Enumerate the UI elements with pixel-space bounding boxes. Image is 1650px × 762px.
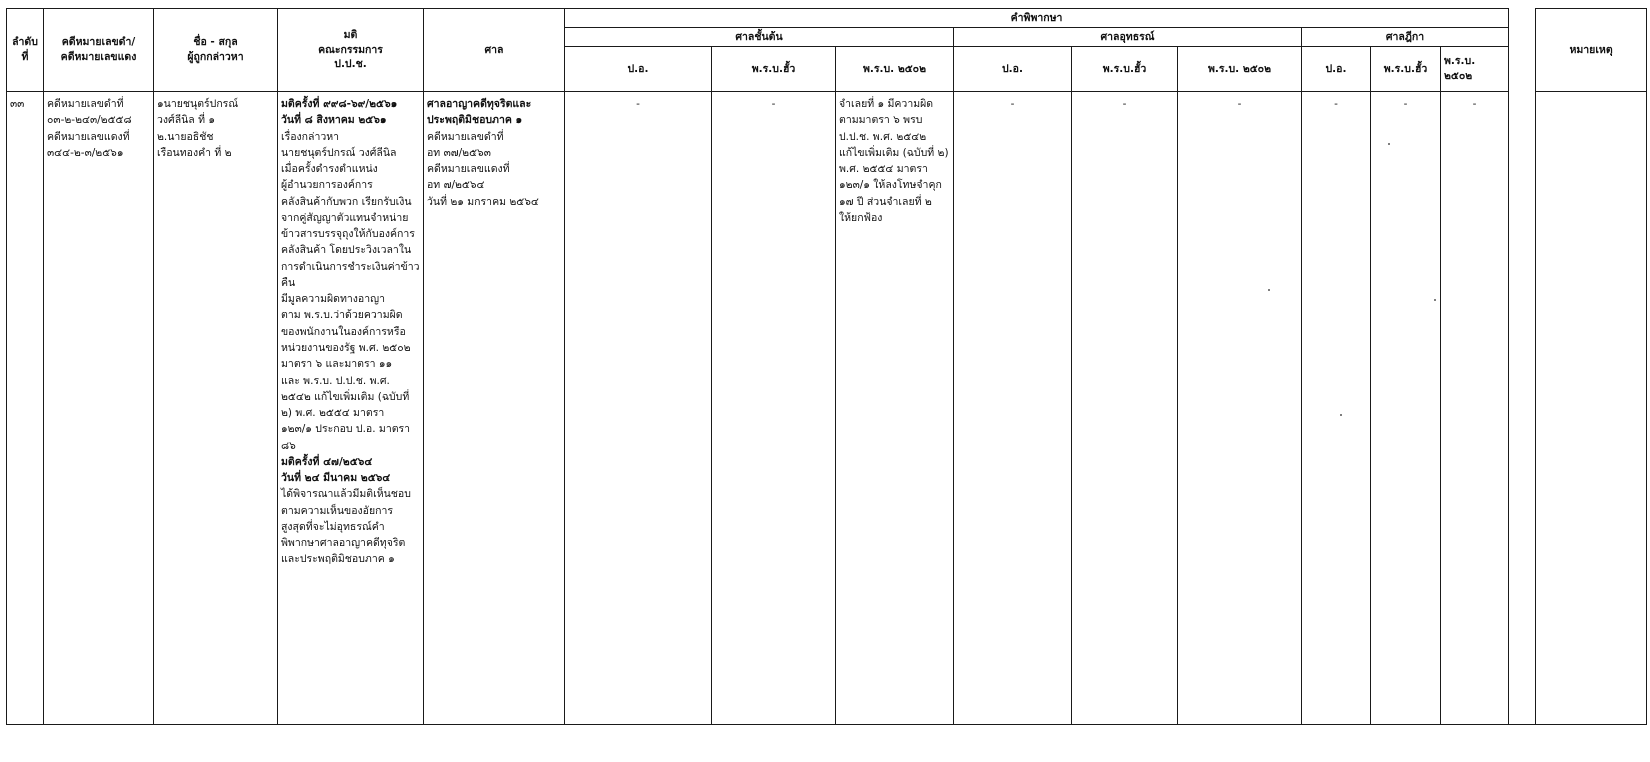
case-no-line: ๐๓-๒-๒๔๓/๒๕๕๘ [47,114,132,127]
resolution-line: ได้พิจารณาแล้วมีมติเห็นชอบ [281,488,411,501]
cell-appeal-prb-2502 [1178,92,1302,725]
first-prb-old-value: - [771,98,776,110]
header-name [154,9,278,92]
resolution-line: และประพฤติมิชอบภาค ๑ [281,553,395,566]
resolution-line: ตาม พ.ร.บ.ว่าด้วยความผิด [281,309,403,322]
cell-supreme-prb-2502 [1441,92,1509,725]
cell-supreme-prb-old [1371,92,1441,725]
header-first-instance-text: ศาลชั้นต้น [735,30,783,43]
court-line: ศาลอาญาคดีทุจริตและ [427,98,532,110]
cell-spacer [1509,92,1536,725]
header-remarks-text: หมายเหตุ [1569,43,1613,56]
resolution-line: ๘๖ [281,439,296,452]
header-first-instance [565,28,954,47]
court-line: อท ๓๗/๒๕๖๓ [427,146,491,159]
resolution-line: หน่วยงานของรัฐ พ.ศ. ๒๕๐๒ [281,341,411,354]
resolution-line: วันที่ ๘ สิงหาคม ๒๕๖๑ [281,114,387,127]
resolution-line: การดำเนินการชำระเงินค่าข้าว [281,260,420,273]
appeal-prb-2502-value: - [1237,98,1242,110]
first-verdict-line: ๑๒๓/๑ ให้ลงโทษจำคุก [839,179,942,192]
header-order-text: ลำดับ ที่ [12,36,38,63]
resolution-line: ตามความเห็นของอัยการ [281,504,394,517]
case-no-line: คดีหมายเลขแดงที่ [47,130,130,143]
header-first-prb-2502-text: พ.ร.บ. ๒๕๐๒ [862,62,927,75]
cell-order [7,92,44,725]
cell-case-no [44,92,154,725]
resolution-line: ผู้อำนวยการองค์การ [281,179,373,192]
resolution-line: ๒) พ.ศ. ๒๕๕๔ มาตรา [281,407,385,420]
resolution-line: มีมูลความผิดทางอาญา [281,293,385,306]
first-verdict-line: พ.ศ. ๒๕๕๔ มาตรา [839,163,928,176]
name-line: ๑นายชนุตร์ปกรณ์ [157,98,239,110]
cell-appeal-po [954,92,1072,725]
resolution-line: จากคู่สัญญาตัวแทนจำหน่าย [281,211,409,224]
resolution-line: และ พ.ร.บ. ป.ป.ช. พ.ศ. [281,374,390,387]
cell-appeal-prb-old [1072,92,1178,725]
name-line: เรือนทองคำ ที่ ๒ [157,146,232,159]
header-first-prb-old-text: พ.ร.บ.ฮั้ว [751,62,796,75]
first-verdict-line: ป.ป.ช. พ.ศ. ๒๕๔๒ [839,130,927,143]
header-resolution [278,9,424,92]
resolution-line: ๒๕๔๒ แก้ไขเพิ่มเติม (ฉบับที่ [281,390,410,403]
resolution-line: มติครั้งที่ ๙๙๘-๖๙/๒๕๖๑ [281,98,398,110]
header-appeal [954,28,1302,47]
header-appeal-prb-old [1072,47,1178,92]
first-verdict-line: จำเลยที่ ๑ มีความผิด [839,98,934,110]
header-case-no [44,9,154,92]
header-appeal-prb-2502 [1178,47,1302,92]
first-verdict-line: ตามมาตรา ๖ พรบ [839,114,923,127]
first-po-value: - [636,98,640,110]
cell-name [154,92,278,725]
cell-first-prb-2502 [836,92,954,725]
cell-supreme-po [1302,92,1371,725]
cell-first-po [565,92,712,725]
appeal-po-value: - [1010,98,1015,110]
cell-first-prb-old [712,92,836,725]
scan-speck [1434,299,1436,301]
resolution-line: มติครั้งที่ ๔๗/๒๕๖๔ [281,455,373,468]
header-case-no-text: คดีหมายเลขดำ/ คดีหมายเลขแดง [60,36,137,63]
court-line: คดีหมายเลขดำที่ [427,130,504,143]
resolution-line: มาตรา ๖ และมาตรา ๑๑ [281,358,393,371]
resolution-line: คืน [281,276,296,289]
resolution-line: เรื่องกล่าวหา [281,130,340,143]
header-first-po-text: ป.อ. [627,62,649,75]
header-order [7,9,44,92]
header-remarks [1536,9,1647,92]
case-no-line: คดีหมายเลขดำที่ [47,98,124,110]
first-verdict-line: ให้ยกฟ้อง [839,211,883,224]
header-first-po [565,47,712,92]
header-appeal-prb-old-text: พ.ร.บ.ฮั้ว [1102,62,1147,75]
name-line: วงศ์ลีนิล ที่ ๑ [157,114,215,127]
appeal-prb-old-value: - [1122,98,1127,110]
header-appeal-prb-2502-text: พ.ร.บ. ๒๕๐๒ [1207,62,1272,75]
header-court-text: ศาล [484,43,504,56]
resolution-line: คลังสินค้า โดยประวิงเวลาใน [281,244,412,257]
header-court [424,9,565,92]
cell-resolution [278,92,424,725]
header-appeal-po [954,47,1072,92]
header-supreme [1302,28,1509,47]
header-supreme-prb-old-text: พ.ร.บ.ฮั้ว [1383,62,1428,75]
resolution-line: วันที่ ๒๔ มีนาคม ๒๕๖๔ [281,472,391,485]
header-appeal-po-text: ป.อ. [1002,62,1023,75]
supreme-prb-2502-value: - [1472,98,1477,110]
supreme-po-value: - [1334,98,1338,110]
court-line: ประพฤติมิชอบภาค ๑ [427,114,523,127]
court-line: คดีหมายเลขแดงที่ [427,163,510,176]
cell-court [424,92,565,725]
court-line: อท ๗/๒๕๖๔ [427,179,485,192]
header-name-text: ชื่อ - สกุล ผู้ถูกกล่าวหา [187,36,244,63]
court-judgment-table [6,8,1647,725]
scan-speck [1268,289,1270,291]
header-supreme-po [1302,47,1371,92]
resolution-line: ของพนักงานในองค์การหรือ [281,325,406,338]
header-supreme-prb-2502-text: พ.ร.บ. ๒๕๐๒ [1444,55,1476,82]
header-supreme-text: ศาลฎีกา [1385,30,1425,43]
resolution-line: ๑๒๓/๑ ประกอบ ป.อ. มาตรา [281,423,411,436]
resolution-line: เมื่อครั้งดำรงตำแหน่ง [281,163,378,176]
resolution-line: ข้าวสารบรรจุถุงให้กับองค์การ [281,228,415,241]
header-first-prb-2502 [836,47,954,92]
first-verdict-line: แก้ไขเพิ่มเติม (ฉบับที่ ๒) [839,146,949,159]
scan-speck [1340,414,1342,416]
cell-remarks [1536,92,1647,725]
resolution-line: นายชนุตร์ปกรณ์ วงศ์ลีนิล [281,146,397,159]
name-line: ๒.นายอธิชัช [157,130,214,143]
header-judgment [565,9,1509,28]
header-resolution-text: มติ คณะกรรมการ ป.ป.ช. [318,28,383,71]
order-value: ๓๓ [10,98,25,110]
scan-speck [1388,143,1390,145]
resolution-line: พิพากษาศาลอาญาคดีทุจริต [281,537,406,550]
header-spacer [1509,9,1536,92]
header-first-prb-old [712,47,836,92]
header-supreme-po-text: ป.อ. [1325,62,1347,75]
supreme-prb-old-value: - [1403,98,1408,110]
case-no-line: ๓๔๔-๒-๓/๒๕๖๑ [47,146,124,159]
header-supreme-prb-old [1371,47,1441,92]
header-supreme-prb-2502 [1441,47,1509,92]
court-line: วันที่ ๒๑ มกราคม ๒๕๖๔ [427,195,539,208]
first-verdict-line: ๑๗ ปี ส่วนจำเลยที่ ๒ [839,195,932,208]
table-row [7,92,1647,725]
resolution-line: สูงสุดที่จะไม่อุทธรณ์คำ [281,520,385,533]
header-judgment-text: คำพิพากษา [1010,11,1063,24]
resolution-line: คลังสินค้ากับพวก เรียกรับเงิน [281,195,412,208]
header-appeal-text: ศาลอุทธรณ์ [1100,30,1155,43]
